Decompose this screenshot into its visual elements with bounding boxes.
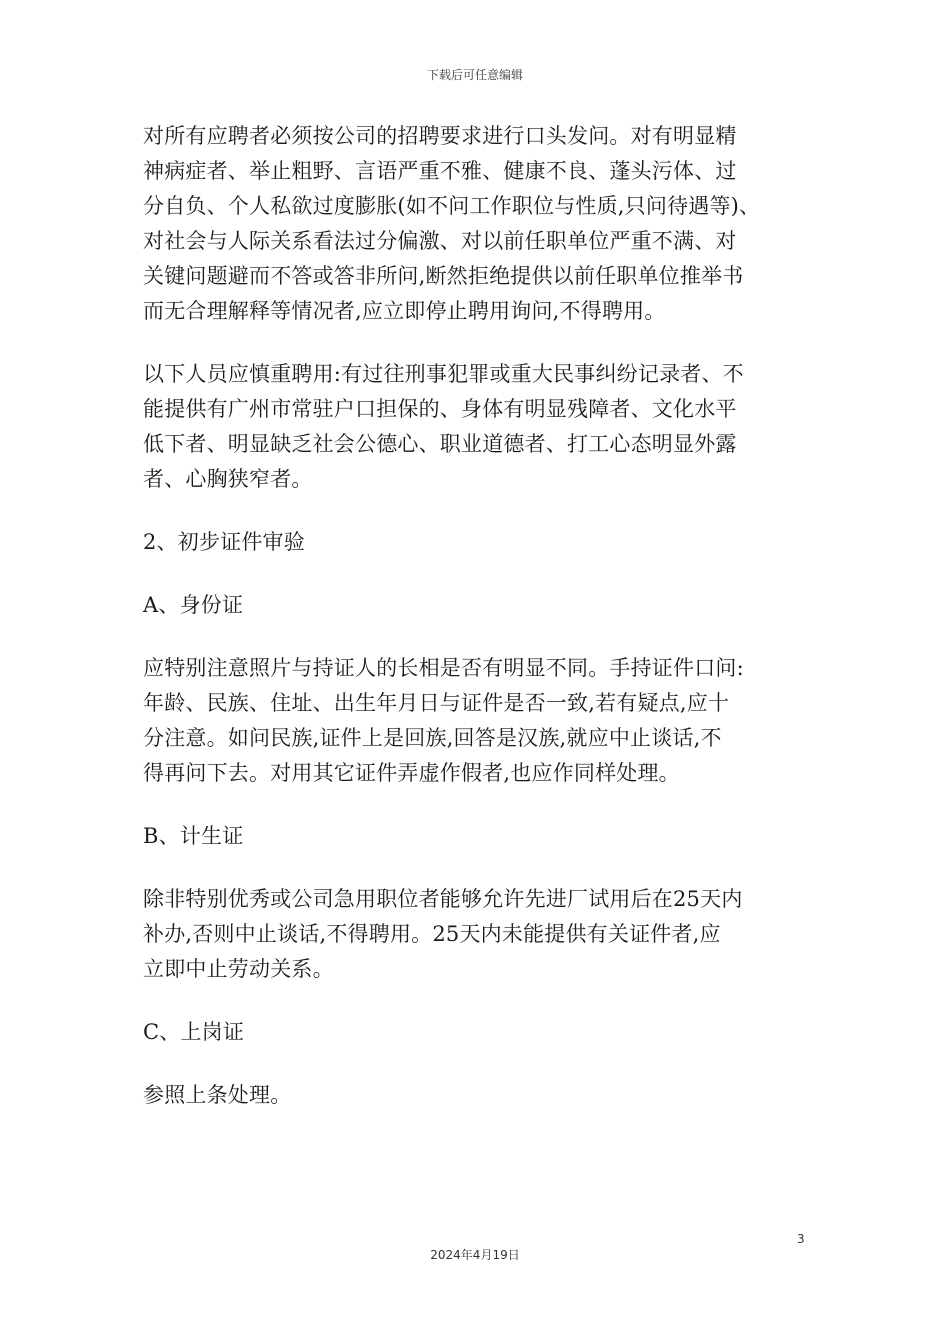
text-line: 分注意。如问民族,证件上是回族,回答是汉族,就应中止谈话,不 bbox=[143, 726, 722, 750]
text-line: 者、心胸狭窄者。 bbox=[143, 467, 313, 491]
text-line: 神病症者、举止粗野、言语严重不雅、健康不良、蓬头污体、过 bbox=[143, 159, 737, 183]
text-line: 除非特别优秀或公司急用职位者能够允许先进厂试用后在25天内 bbox=[143, 887, 743, 911]
text-line: 得再问下去。对用其它证件弄虚作假者,也应作同样处理。 bbox=[143, 761, 680, 785]
paragraph-cautious-hiring bbox=[143, 357, 823, 497]
text-line: 关键问题避而不答或答非所问,断然拒绝提供以前任职单位推举书 bbox=[143, 264, 744, 288]
text-line: 参照上条处理。 bbox=[143, 1083, 292, 1107]
text-line: 应特别注意照片与持证人的长相是否有明显不同。手持证件口问: bbox=[143, 656, 744, 680]
subheading-id-card bbox=[143, 588, 823, 623]
text-line: 以下人员应慎重聘用:有过往刑事犯罪或重大民事纠纷记录者、不 bbox=[143, 362, 744, 386]
document-body bbox=[143, 119, 823, 1141]
text-line: 对社会与人际关系看法过分偏激、对以前任职单位严重不满、对 bbox=[143, 229, 737, 253]
text-line: 补办,否则中止谈话,不得聘用。25天内未能提供有关证件者,应 bbox=[143, 922, 721, 946]
text-line: 年龄、民族、住址、出生年月日与证件是否一致,若有疑点,应十 bbox=[143, 691, 730, 715]
paragraph-interview-rules bbox=[143, 119, 823, 329]
text-line: A、身份证 bbox=[143, 593, 244, 617]
subheading-family-planning-cert bbox=[143, 819, 823, 854]
text-line: 2、初步证件审验 bbox=[143, 530, 305, 554]
paragraph-id-card-check bbox=[143, 651, 823, 791]
paragraph-family-planning-cert bbox=[143, 882, 823, 987]
text-line: 低下者、明显缺乏社会公德心、职业道德者、打工心态明显外露 bbox=[143, 432, 737, 456]
page-number: 3 bbox=[797, 1232, 805, 1246]
text-line: 而无合理解释等情况者,应立即停止聘用询问,不得聘用。 bbox=[143, 299, 666, 323]
text-line: C、上岗证 bbox=[143, 1020, 245, 1044]
text-line: B、计生证 bbox=[143, 824, 244, 848]
subheading-work-permit bbox=[143, 1015, 823, 1050]
text-line: 立即中止劳动关系。 bbox=[143, 957, 334, 981]
text-line: 对所有应聘者必须按公司的招聘要求进行口头发问。对有明显精 bbox=[143, 124, 737, 148]
page-header: 下载后可任意编辑 bbox=[426, 68, 523, 82]
text-line: 能提供有广州市常驻户口担保的、身体有明显残障者、文化水平 bbox=[143, 397, 737, 421]
section-heading-document-check bbox=[143, 525, 823, 560]
page-footer-date: 2024年4月19日 bbox=[430, 1248, 520, 1262]
text-line: 分自负、个人私欲过度膨胀(如不问工作职位与性质,只问待遇等)、 bbox=[143, 194, 761, 218]
paragraph-work-permit bbox=[143, 1078, 823, 1113]
